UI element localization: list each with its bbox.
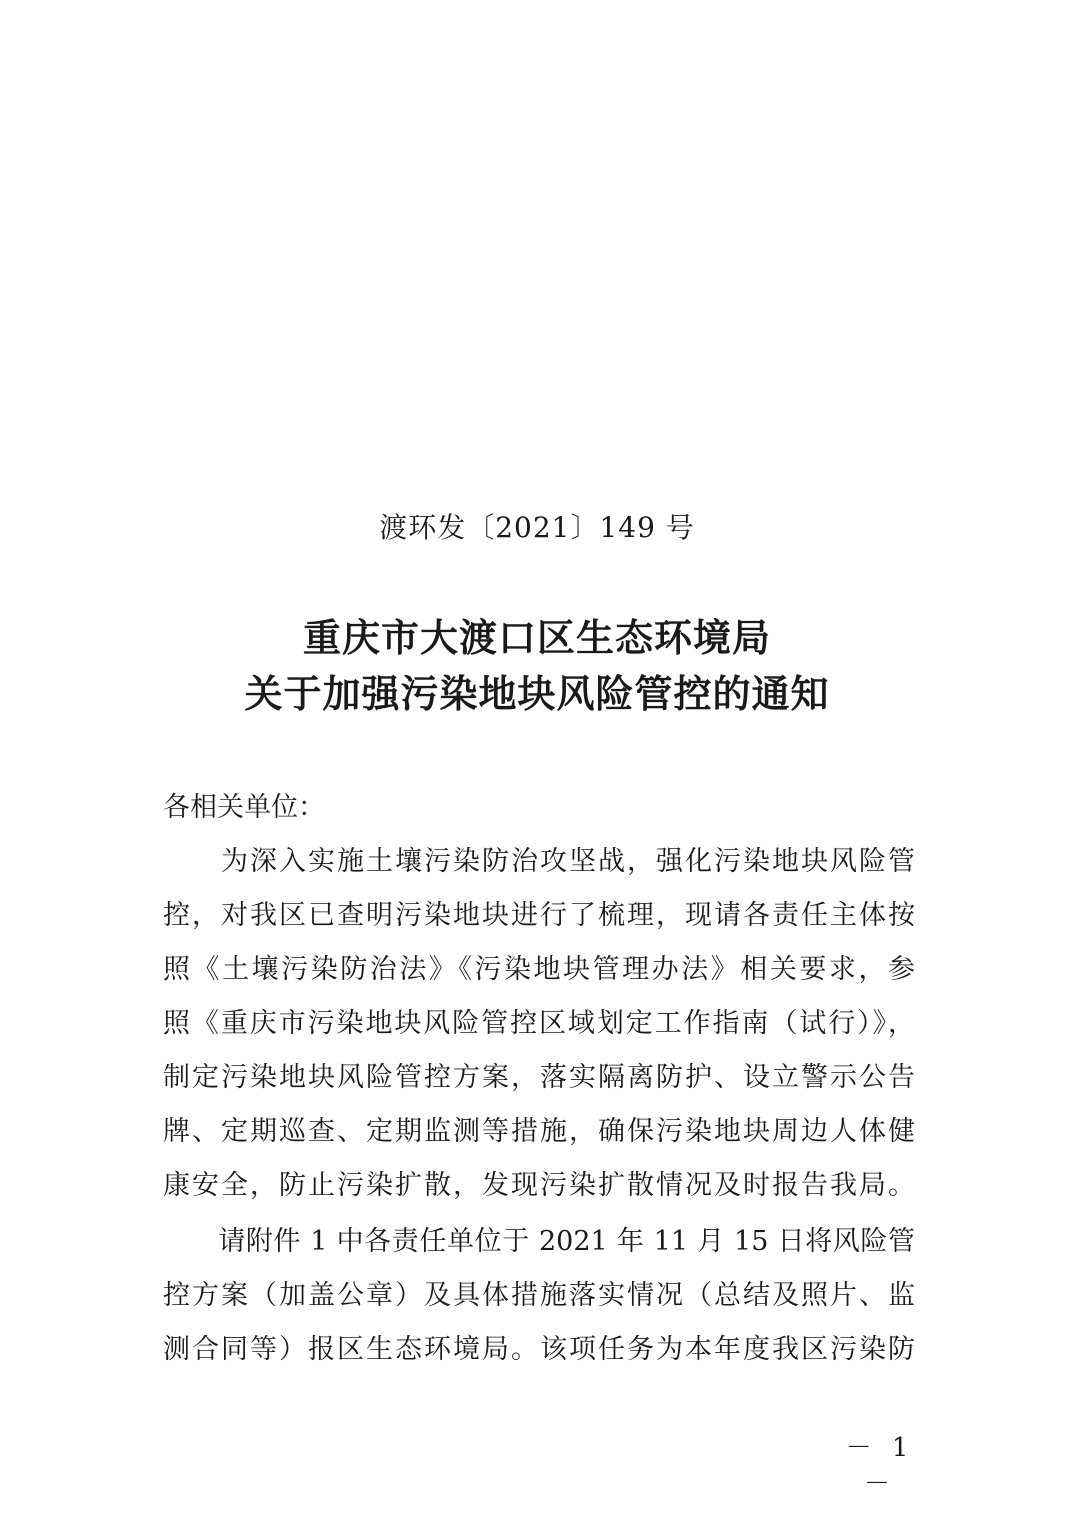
- paragraph-line: 请附件 1 中各责任单位于 2021 年 11 月 15 日将风险管: [163, 1226, 915, 1257]
- paragraph-line: 康安全，防止污染扩散，发现污染扩散情况及时报告我局。: [163, 1170, 915, 1201]
- paragraph-2: [163, 1215, 915, 1377]
- paragraph-line: 制定污染地块风险管控方案，落实隔离防护、设立警示公告: [163, 1062, 915, 1093]
- salutation: 各相关单位：: [163, 792, 325, 823]
- title-line-2: 关于加强污染地块风险管控的通知: [244, 672, 830, 716]
- document-number: 渡环发〔2021〕149 号: [379, 511, 695, 544]
- document-body: [163, 781, 915, 1377]
- paragraph-line: 照《重庆市污染地块风险管控区域划定工作指南（试行）》，: [163, 1008, 915, 1039]
- paragraph-line: 牌、定期巡查、定期监测等措施，确保污染地块周边人体健: [163, 1116, 915, 1147]
- paragraph-line: 为深入实施土壤污染防治攻坚战，强化污染地块风险管: [163, 846, 915, 877]
- document-title: [0, 610, 1074, 722]
- paragraph-line: 控方案（加盖公章）及具体措施落实情况（总结及照片、监: [163, 1280, 915, 1311]
- page-number: － 1 －: [845, 1433, 915, 1499]
- paragraph-line: 控，对我区已查明污染地块进行了梳理，现请各责任主体按: [163, 900, 915, 931]
- paragraph-1: [163, 835, 915, 1213]
- paragraph-line: 照《土壤污染防治法》《污染地块管理办法》相关要求，参: [163, 954, 915, 985]
- paragraph-line: 测合同等）报区生态环境局。该项任务为本年度我区污染防: [163, 1334, 915, 1365]
- title-line-1: 重庆市大渡口区生态环境局: [302, 616, 771, 660]
